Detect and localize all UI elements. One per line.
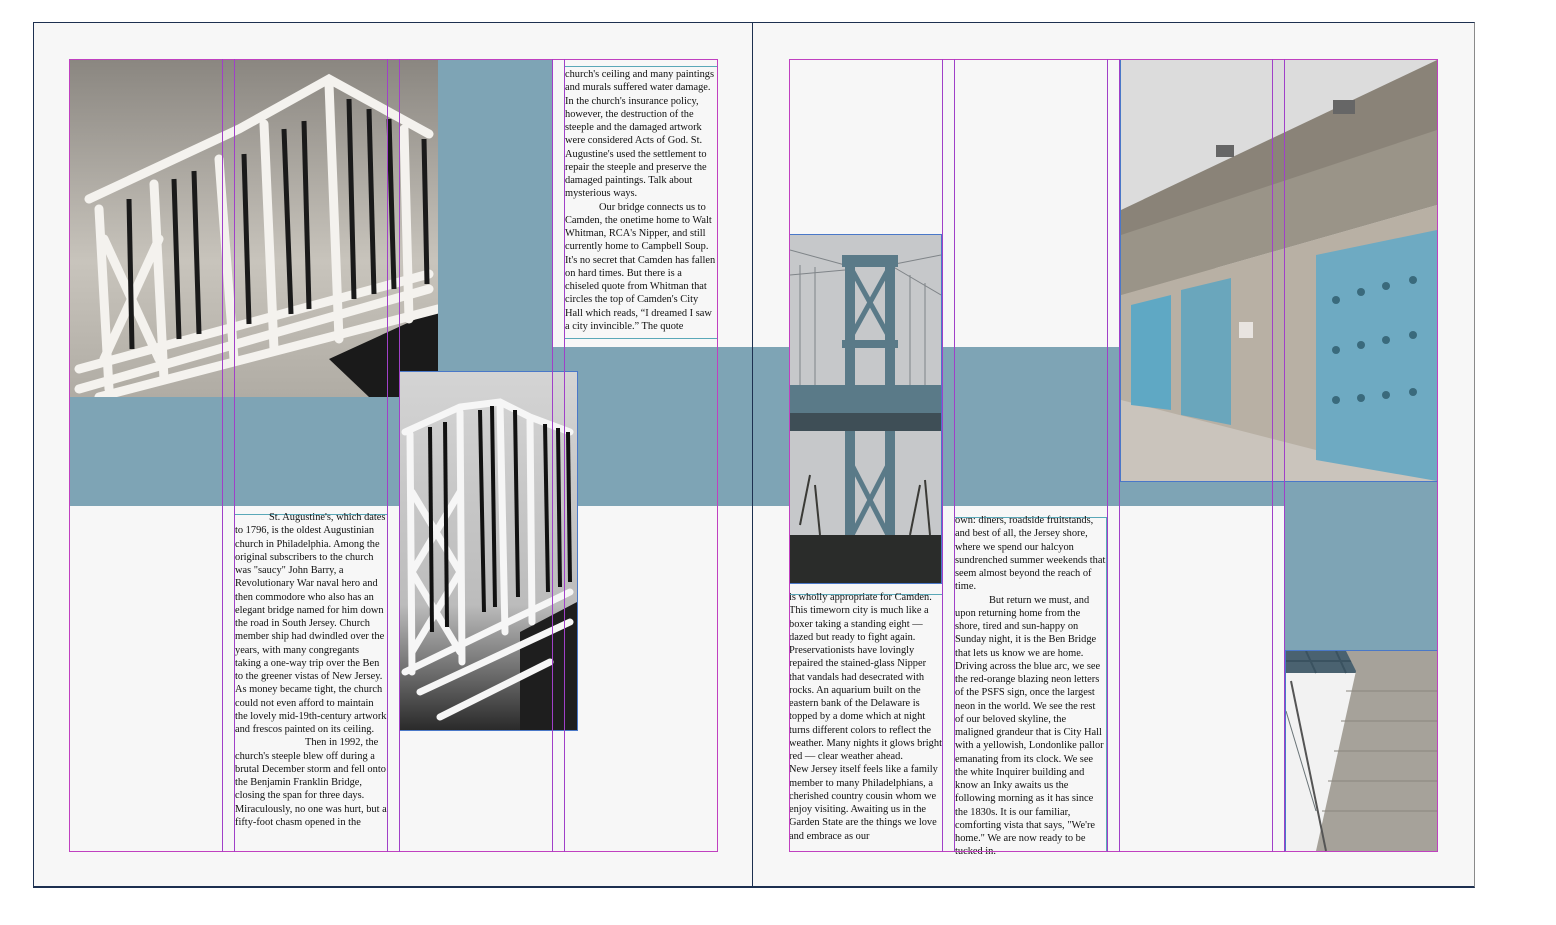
paragraph: Then in 1992, the church's steeple blew off during a brutal December storm and fell onto the Benjamin Franklin Bridge, closing the span for three days. Miraculously, no one was hurt, but a fifty-foot chasm opened in the <box>235 737 387 828</box>
column-guide <box>1119 59 1120 852</box>
paragraph: New Jersey itself feels like a family member to many Philadelphians, a cherished country cousin whom we enjoy visiting. Awaiting us in the Garden State are the things we love and embrace as our <box>789 764 938 842</box>
column-guide <box>234 59 235 852</box>
column-guide <box>564 59 565 852</box>
paragraph: is wholly appropriate for Camden. This timeworn city is much like a boxer taking a standing eight — dazed but ready to fight again. Preservationists have lovingly repaired the stained-glass Nipper that vandals had desecrated with rocks. An aquarium built on the eastern bank of the Delaware is topped by a dome which at night turns different colors to reflect the weather. Many nights it glows bright red — clear weather ahead. <box>789 592 942 762</box>
column-guide <box>387 59 388 852</box>
column-guide <box>222 59 223 852</box>
paragraph: Our bridge connects us to Camden, the onetime home to Walt Whitman, RCA's Nipper, and still currently home to Campbell Soup. It's no secret that Camden has fallen on hard times. But there is a chiseled quote from Whitman that circles the top of Camden's City Hall which reads, “I dreamed I saw a city invincible.” The quote <box>565 201 716 332</box>
margin-guide-left-page <box>69 59 718 852</box>
column-guide <box>954 59 955 852</box>
paragraph: St. Augustine's, which dates to 1796, is the oldest Augustinian church in Philadelphia. Among the original subscribers to the church was "saucy" John Barry, a Revolutionary War naval hero and then commodore who also has an elegant bridge named for him down the road in South Jersey. Church member ship had dwindled over the years, with many congregants taking a one-way trip over the Ben to the greener vistas of New Jersey. As money became tight, the church could not even afford to maintain the lovely mid-19th-century artwork and frescos painted on its ceiling. <box>235 512 387 735</box>
column-guide <box>399 59 400 852</box>
spread-spine <box>752 22 753 888</box>
paragraph: own: diners, roadside fruitstands, and best of all, the Jersey shore, where we spend our halcyon sundrenched summer weekends that seem almost beyond the reach of time. <box>955 515 1106 593</box>
paragraph: But return we must, and upon returning home from the shore, tired and sun-happy on Sunday night, it is the Ben Bridge that lets us know we are home. Driving across the blue arc, we see the red-orange blazing neon letters of the PSFS sign, once the largest neon in the world. We see the rest of our beloved skyline, the maligned grandeur that is City Hall with a yellowish, Londonlike pallor emanating from its clock. We see the white Inquirer building and know an Inky awaits us the following morning as it has since the 1830s. It is our familiar, comforting vista that says, "We're home." We are now ready to be tucked in. <box>955 594 1104 858</box>
column-guide <box>1272 59 1273 852</box>
paragraph: church's ceiling and many paintings and murals suffered water damage. In the church's insurance policy, however, the destruction of the steeple and the damaged artwork were considered Acts of God. St. Augustine's used the settlement to repair the steeple and preserve the damaged paintings. Talk about mysterious ways. <box>565 69 715 200</box>
margin-guide-right-page <box>789 59 1438 852</box>
column-guide <box>1284 59 1285 852</box>
column-guide <box>1107 59 1108 852</box>
column-guide <box>942 59 943 852</box>
column-guide <box>552 59 553 852</box>
